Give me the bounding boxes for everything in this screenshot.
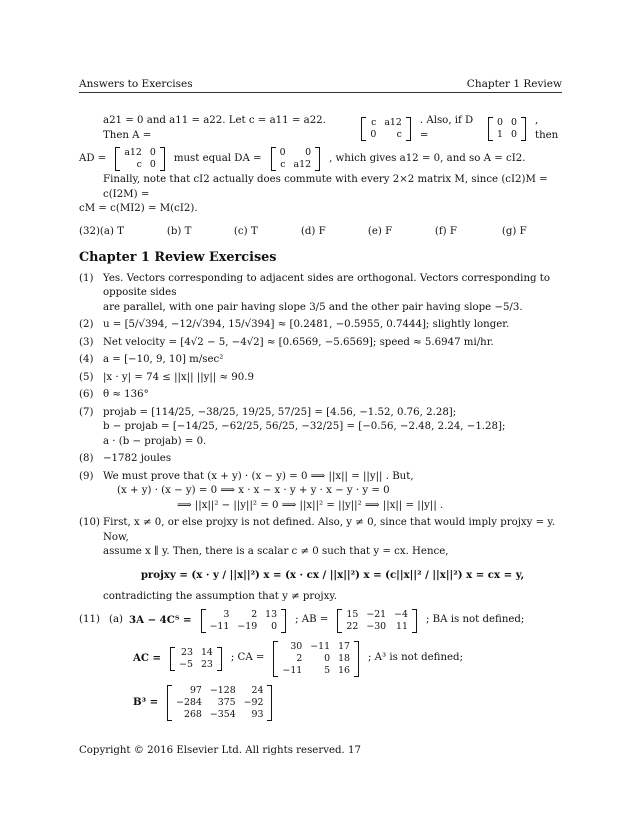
page-header bbox=[79, 78, 562, 93]
section-title: Chapter 1 Review Exercises bbox=[79, 250, 277, 265]
matrix-cell: a12 bbox=[384, 116, 402, 128]
matrix-cell: a12 bbox=[293, 159, 312, 170]
matrix-cell: 11 bbox=[396, 620, 408, 632]
matrix-cell: 18 bbox=[338, 652, 351, 664]
matrix-cell: −4 bbox=[394, 608, 408, 620]
intro-line3: Finally, note that cI2 actually does commute with every 2×2 matrix M, since (cI2)M = c(I2M) = bbox=[103, 174, 548, 200]
matrix-cell: 5 bbox=[324, 664, 331, 676]
exercise-32 bbox=[79, 225, 562, 240]
matrix-cell: 97 bbox=[189, 684, 202, 696]
matrix-ca bbox=[273, 641, 359, 677]
ex32-answer: (g) F bbox=[501, 225, 527, 237]
matrix-d bbox=[488, 117, 526, 141]
matrix-cell: 17 bbox=[338, 640, 351, 652]
matrix-b3 bbox=[167, 685, 272, 721]
matrix-cell: 13 bbox=[265, 608, 278, 620]
matrix-cell: −11 bbox=[282, 664, 303, 676]
matrix-cell: 30 bbox=[290, 640, 303, 652]
matrix-cell: 2 bbox=[251, 608, 258, 620]
review-item-9: (9) We must prove that (x + y) · (x − y) = 0 ⟹ ||x|| = ||y|| . But, (x + y) · (x − y) = 0 ⟹ x · x − x · y + y · x − y · y = 0 ⟹ ||x||² − ||y||² = 0 ⟹ ||x||² = ||y||² ⟹ ||x|| = ||y|| . bbox=[79, 470, 444, 511]
matrix-cell: −11 bbox=[209, 620, 230, 632]
matrix-cell: 1 bbox=[497, 128, 504, 140]
matrix-cell: −21 bbox=[366, 608, 387, 620]
intro-line2-b: must equal DA = bbox=[173, 152, 262, 164]
projection-equation: projxy = (x · y / ||x||²) x = (x · cx / ||x||²) x = (c||x||² / ||x||²) x = cx = y, bbox=[140, 568, 525, 581]
matrix-cell: 16 bbox=[338, 664, 351, 676]
matrix-cell: c bbox=[136, 159, 142, 170]
matrix-cell: 23 bbox=[181, 646, 193, 658]
matrix-cell: −92 bbox=[243, 696, 264, 708]
ex32-answer: (c) T bbox=[233, 225, 258, 237]
matrix-cell: 2 bbox=[296, 652, 303, 664]
matrix-cell: 0 bbox=[305, 147, 312, 158]
page-body bbox=[79, 110, 562, 721]
review-item-10: (10) First, x ≠ 0, or else projxy is not defined. Also, y ≠ 0, since that would imply projxy = y. Now, assume x ∥ y. Then, there is a scalar c ≠ 0 such that y = cx. Hence, projxy = (x · y / ||x||²) x = (x · cx / ||x||²) x = (c||x||² / ||x||²) x = cx = y, contradicting the assumption that y ≠ projxy. bbox=[79, 516, 562, 605]
matrix-cell: 22 bbox=[346, 620, 359, 632]
review-item-3: (3) Net velocity = [4√2 − 5, −4√2] ≈ [0.6569, −5.6569]; speed ≈ 5.6947 mi/hr. bbox=[79, 336, 494, 348]
matrix-3a-4ct bbox=[201, 609, 287, 633]
ex32-answer: (a) T bbox=[99, 225, 124, 237]
matrix-cell: −30 bbox=[366, 620, 387, 632]
matrix-cell: 3 bbox=[223, 608, 230, 620]
matrix-cell: −354 bbox=[209, 708, 236, 720]
matrix-da bbox=[271, 147, 321, 171]
matrix-cell: −19 bbox=[237, 620, 258, 632]
matrix-cell: 0 bbox=[149, 147, 156, 158]
matrix-cell: c bbox=[371, 116, 377, 128]
review-item-11: (11) (a) 3A − 4Cᵀ = 3 2 13 −11 −19 0 ; AB = 15 −21 −4 22 −30 11 ; BA is not defined; AC = 23 14 −5 23 ; CA = 30 −11 17 2 0 18 −11 5 16 ; A³ is not defined; B³ = 97 −128 24 −284 375 −92 268 −354 93 bbox=[79, 608, 525, 720]
matrix-cell: a12 bbox=[124, 147, 142, 158]
matrix-cell: −11 bbox=[310, 640, 331, 652]
matrix-cell: 0 bbox=[324, 652, 331, 664]
ex32-answer: (e) F bbox=[367, 225, 393, 237]
ex32-answer: (b) T bbox=[166, 225, 192, 237]
matrix-cell: 0 bbox=[511, 116, 517, 128]
matrix-cell: 14 bbox=[200, 646, 213, 658]
header-left: Answers to Exercises bbox=[79, 78, 193, 90]
matrix-cell: −128 bbox=[209, 684, 236, 696]
matrix-cell: −284 bbox=[176, 696, 202, 708]
review-item-7: (7) projab = [114/25, −38/25, 19/25, 57/25] = [4.56, −1.52, 0.76, 2.28]; b − projab = [−14/25, −62/25, 56/25, −32/25] = [−0.56, −2.48, 2.24, −1.28]; a · (b − projab) = 0. bbox=[79, 406, 506, 447]
matrix-cell: −5 bbox=[179, 658, 193, 670]
review-item-8: (8) −1782 joules bbox=[79, 453, 172, 464]
matrix-cell: 15 bbox=[346, 608, 359, 620]
matrix-cell: 93 bbox=[251, 708, 264, 720]
matrix-cell: 0 bbox=[279, 147, 286, 158]
page-footer: Copyright © 2016 Elsevier Ltd. All rights reserved. 17 bbox=[79, 745, 361, 756]
matrix-cell: 24 bbox=[251, 684, 264, 696]
matrix-cell: c bbox=[280, 159, 286, 170]
matrix-cell: 0 bbox=[511, 128, 517, 140]
matrix-ac bbox=[170, 647, 222, 671]
matrix-ab bbox=[337, 609, 417, 633]
intro-line4: cM = c(MI2) = M(cI2). bbox=[79, 203, 198, 214]
matrix-a bbox=[361, 117, 411, 141]
intro-block bbox=[79, 114, 562, 217]
review-item-2: (2) u = [5/√394, −12/√394, 15/√394] ≈ [0.2481, −0.5955, 0.7444]; slightly longer. bbox=[79, 319, 510, 330]
matrix-cell: 0 bbox=[271, 620, 278, 632]
ex32-number: (32) bbox=[79, 225, 100, 237]
review-item-5: (5) |x · y| = 74 ≤ ||x|| ||y|| ≈ 90.9 bbox=[79, 371, 254, 383]
review-item-4: (4) a = [−10, 9, 10] m/sec² bbox=[79, 354, 224, 365]
matrix-ad bbox=[115, 147, 165, 171]
matrix-cell: 375 bbox=[217, 696, 236, 708]
ex32-answer: (f) F bbox=[434, 225, 457, 237]
review-item-6: (6) θ ≈ 136° bbox=[79, 389, 149, 400]
review-item-1: (1) Yes. Vectors corresponding to adjacent sides are orthogonal. Vectors corresponding to opposite sides are parallel, with one pair having slope 3/5 and the other pair having slope −5/3. bbox=[79, 272, 550, 313]
matrix-cell: 0 bbox=[497, 116, 504, 128]
ex32-answer: (d) F bbox=[300, 225, 326, 237]
matrix-cell: 268 bbox=[184, 708, 202, 720]
intro-line2-a: AD = bbox=[79, 152, 107, 164]
matrix-cell: 23 bbox=[200, 658, 213, 670]
intro-line1-c: , then bbox=[534, 115, 559, 141]
matrix-cell: 0 bbox=[149, 159, 156, 170]
intro-line1-b: . Also, if D = bbox=[419, 115, 474, 141]
header-right: Chapter 1 Review bbox=[466, 78, 562, 90]
intro-line2-c: , which gives a12 = 0, and so A = cI2. bbox=[329, 152, 526, 164]
intro-line1-a: a21 = 0 and a11 = a22. Let c = a11 = a22. Then A = bbox=[103, 115, 326, 141]
matrix-cell: c bbox=[396, 128, 402, 140]
ex32-answers bbox=[100, 225, 569, 240]
matrix-cell: 0 bbox=[370, 128, 377, 140]
